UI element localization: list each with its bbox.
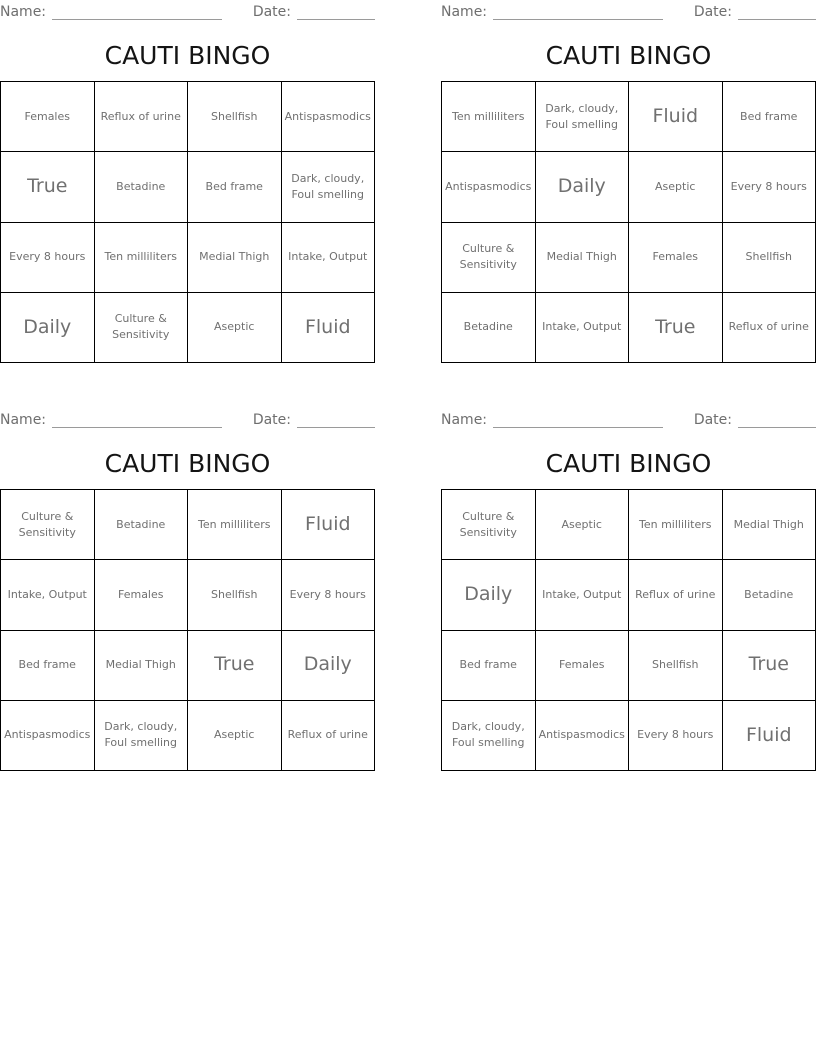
bingo-cell: Daily bbox=[536, 152, 630, 222]
bingo-cell: True bbox=[629, 293, 723, 363]
bingo-cell: Medial Thigh bbox=[536, 223, 630, 293]
bingo-cell: Medial Thigh bbox=[188, 223, 282, 293]
bingo-cell: Fluid bbox=[282, 293, 376, 363]
bingo-cell: Dark, cloudy, Foul smelling bbox=[442, 701, 536, 771]
card-title: CAUTI BINGO bbox=[545, 41, 712, 70]
bingo-cell: Antispasmodics bbox=[1, 701, 95, 771]
name-label: Name: bbox=[0, 4, 47, 20]
bingo-cell: Shellfish bbox=[723, 223, 816, 293]
bingo-cell: Females bbox=[629, 223, 723, 293]
bingo-cell: Shellfish bbox=[188, 560, 282, 630]
bingo-cell: Fluid bbox=[282, 490, 376, 560]
bingo-cell: Intake, Output bbox=[1, 560, 95, 630]
bingo-cell: True bbox=[1, 152, 95, 222]
bingo-cell: Fluid bbox=[629, 82, 723, 152]
bingo-cell: Shellfish bbox=[188, 82, 282, 152]
bingo-cell: Bed frame bbox=[442, 631, 536, 701]
name-date-row bbox=[0, 2, 375, 20]
bingo-cell: Females bbox=[1, 82, 95, 152]
bingo-cell: Fluid bbox=[723, 701, 816, 771]
bingo-cell: Bed frame bbox=[723, 82, 816, 152]
card-title: CAUTI BINGO bbox=[104, 449, 271, 478]
bingo-grid bbox=[0, 81, 375, 363]
bingo-cell: Medial Thigh bbox=[95, 631, 189, 701]
bingo-cell: Intake, Output bbox=[282, 223, 376, 293]
bingo-cell: Dark, cloudy, Foul smelling bbox=[95, 701, 189, 771]
date-label: Date: bbox=[693, 4, 732, 20]
bingo-cell: Aseptic bbox=[536, 490, 630, 560]
name-label: Name: bbox=[441, 412, 488, 428]
bingo-cell: Bed frame bbox=[188, 152, 282, 222]
bingo-card bbox=[0, 408, 375, 772]
bingo-cell: Daily bbox=[442, 560, 536, 630]
bingo-cell: Reflux of urine bbox=[723, 293, 816, 363]
bingo-grid bbox=[441, 489, 816, 771]
bingo-cell: Betadine bbox=[442, 293, 536, 363]
bingo-cell: Antispasmodics bbox=[282, 82, 376, 152]
bingo-cell: Reflux of urine bbox=[282, 701, 376, 771]
name-label: Name: bbox=[441, 4, 488, 20]
name-blank-line bbox=[493, 4, 663, 20]
bingo-cell: Every 8 hours bbox=[723, 152, 816, 222]
bingo-cell: Every 8 hours bbox=[629, 701, 723, 771]
bingo-cell: Ten milliliters bbox=[442, 82, 536, 152]
bingo-cell: Culture & Sensitivity bbox=[442, 490, 536, 560]
name-date-row bbox=[441, 2, 816, 20]
name-blank-line bbox=[493, 412, 663, 428]
name-date-row bbox=[441, 410, 816, 428]
bingo-cell: Ten milliliters bbox=[629, 490, 723, 560]
date-blank-line bbox=[738, 412, 816, 428]
bingo-cell: Bed frame bbox=[1, 631, 95, 701]
bingo-grid bbox=[441, 81, 816, 363]
bingo-cell: Every 8 hours bbox=[282, 560, 376, 630]
bingo-cell: Aseptic bbox=[629, 152, 723, 222]
date-blank-line bbox=[297, 4, 375, 20]
bingo-cell: Reflux of urine bbox=[95, 82, 189, 152]
bingo-cell: Ten milliliters bbox=[95, 223, 189, 293]
name-date-row bbox=[0, 410, 375, 428]
date-blank-line bbox=[297, 412, 375, 428]
bingo-cell: Betadine bbox=[95, 490, 189, 560]
date-label: Date: bbox=[693, 412, 732, 428]
date-blank-line bbox=[738, 4, 816, 20]
bingo-cell: Aseptic bbox=[188, 293, 282, 363]
bingo-cell: Daily bbox=[282, 631, 376, 701]
name-blank-line bbox=[52, 412, 222, 428]
bingo-cell: Ten milliliters bbox=[188, 490, 282, 560]
bingo-cell: Dark, cloudy, Foul smelling bbox=[282, 152, 376, 222]
bingo-cell: Reflux of urine bbox=[629, 560, 723, 630]
bingo-cell: Every 8 hours bbox=[1, 223, 95, 293]
bingo-cell: Shellfish bbox=[629, 631, 723, 701]
bingo-cell: Females bbox=[95, 560, 189, 630]
name-label: Name: bbox=[0, 412, 47, 428]
date-label: Date: bbox=[252, 412, 291, 428]
bingo-cell: Dark, cloudy, Foul smelling bbox=[536, 82, 630, 152]
bingo-cell: Females bbox=[536, 631, 630, 701]
bingo-cell: Antispasmodics bbox=[442, 152, 536, 222]
bingo-cell: Medial Thigh bbox=[723, 490, 816, 560]
bingo-grid bbox=[0, 489, 375, 771]
card-title: CAUTI BINGO bbox=[104, 41, 271, 70]
bingo-cell: Aseptic bbox=[188, 701, 282, 771]
bingo-cell: True bbox=[188, 631, 282, 701]
bingo-cell: Betadine bbox=[95, 152, 189, 222]
bingo-cell: Culture & Sensitivity bbox=[442, 223, 536, 293]
bingo-cell: Intake, Output bbox=[536, 560, 630, 630]
bingo-cell: Daily bbox=[1, 293, 95, 363]
date-label: Date: bbox=[252, 4, 291, 20]
bingo-card bbox=[441, 408, 816, 772]
bingo-cell: Intake, Output bbox=[536, 293, 630, 363]
bingo-cell: Betadine bbox=[723, 560, 816, 630]
bingo-card bbox=[0, 0, 375, 364]
bingo-cell: True bbox=[723, 631, 816, 701]
bingo-cell: Culture & Sensitivity bbox=[1, 490, 95, 560]
bingo-cell: Culture & Sensitivity bbox=[95, 293, 189, 363]
name-blank-line bbox=[52, 4, 222, 20]
card-title: CAUTI BINGO bbox=[545, 449, 712, 478]
bingo-card bbox=[441, 0, 816, 364]
bingo-cell: Antispasmodics bbox=[536, 701, 630, 771]
